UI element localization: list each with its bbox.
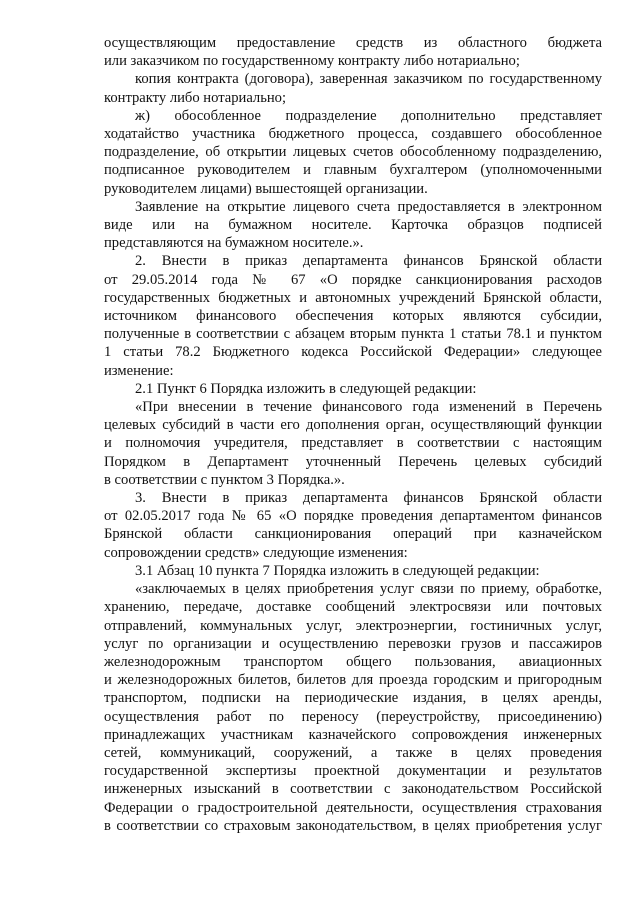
text-line: хранению, передаче, доставке сообщений электросвязи или почтовых xyxy=(104,599,602,616)
text-line: сетей, коммуникаций, сооружений, а также в целях проведения xyxy=(104,744,602,761)
text-line: полученные в соответствии с абзацем вторым пункта 1 статьи 78.1 и пунктом xyxy=(104,326,602,343)
text-line: инженерных изысканий в соответствии с законодательством Российской xyxy=(104,781,602,798)
text-line: Брянской области санкционирования операций при казначейском xyxy=(104,526,602,543)
text-line: Федерации о градостроительной деятельности, осуществления страхования xyxy=(104,799,602,816)
text-line: государственной экспертизы проектной документации и результатов xyxy=(104,763,602,780)
text-line: контракту либо нотариально; xyxy=(104,89,287,106)
text-line: представляются на бумажном носителе.». xyxy=(104,235,364,252)
text-line: сопровождении средств» следующие изменения: xyxy=(104,544,408,561)
text-line: Порядком в Департамент уточненный Перечень целевых субсидий xyxy=(104,453,602,470)
text-line: в соответствии с пунктом 3 Порядка.». xyxy=(104,471,345,488)
text-line: в соответствии со страховым законодательством, в целях приобретения услуг xyxy=(104,817,602,834)
text-line: от 29.05.2014 года № 67 «О порядке санкционирования расходов xyxy=(104,271,602,288)
text-line: 1 статьи 78.2 Бюджетного кодекса Российской Федерации» следующее xyxy=(104,344,602,361)
text-line: ж) обособленное подразделение дополнительно представляет xyxy=(135,107,602,124)
text-line: государственных бюджетных и автономных учреждений Брянской области, xyxy=(104,289,602,306)
text-line: изменение: xyxy=(104,362,174,379)
text-line: 3. Внести в приказ департамента финансов Брянской области xyxy=(135,490,602,507)
text-line: и полномочия учредителя, представляет в соответствии с настоящим xyxy=(104,435,602,452)
text-line: от 02.05.2017 года № 65 «О порядке проведения департаментом финансов xyxy=(104,508,602,525)
text-line: копия контракта (договора), заверенная заказчиком по государственному xyxy=(135,71,602,88)
text-line: ходатайство участника бюджетного процесса, создавшего обособленное xyxy=(104,126,602,143)
text-line: и железнодорожных билетов, билетов для проезда городским и пригородным xyxy=(104,672,602,689)
text-line: руководителем лицами) вышестоящей организации. xyxy=(104,180,428,197)
text-line: 3.1 Абзац 10 пункта 7 Порядка изложить в следующей редакции: xyxy=(135,562,540,579)
text-line: «заключаемых в целях приобретения услуг связи по приему, обработке, xyxy=(135,581,602,598)
text-line: железнодорожным транспортом общего пользования, авиационных xyxy=(104,653,602,670)
text-line: подразделение, об открытии лицевых счетов обособленному подразделению, xyxy=(104,144,602,161)
text-line: осуществляющим предоставление средств из областного бюджета xyxy=(104,35,602,51)
text-line: транспортом, подписки на периодические издания, в целях аренды, xyxy=(104,690,602,707)
text-line: отправлений, коммунальных услуг, электроэнергии, гостиничных услуг, xyxy=(104,617,602,634)
text-line: подписанное руководителем и главным бухгалтером (уполномоченными xyxy=(104,162,602,179)
text-line: или заказчиком по государственному контракту либо нотариально; xyxy=(104,53,520,70)
text-line: услуг по организации и осуществлению перевозки грузов и пассажиров xyxy=(104,635,602,652)
text-line: 2.1 Пункт 6 Порядка изложить в следующей редакции: xyxy=(135,380,477,397)
text-line: «При внесении в течение финансового года изменений в Перечень xyxy=(135,399,602,416)
body-text xyxy=(104,34,602,835)
text-line: 2. Внести в приказ департамента финансов Брянской области xyxy=(135,253,602,270)
text-line: виде или на бумажном носителе. Карточка образцов подписей xyxy=(104,217,602,234)
text-line: Заявление на открытие лицевого счета предоставляется в электронном xyxy=(135,198,602,215)
text-line: целевых субсидий в части его дополнения орган, осуществляющий функции xyxy=(104,417,602,434)
text-line: источником финансового обеспечения которых являются субсидии, xyxy=(104,308,602,325)
text-line: принадлежащих участникам казначейского сопровождения инженерных xyxy=(104,726,602,743)
text-line: осуществления работ по переносу (переустройству, присоединению) xyxy=(104,708,602,725)
